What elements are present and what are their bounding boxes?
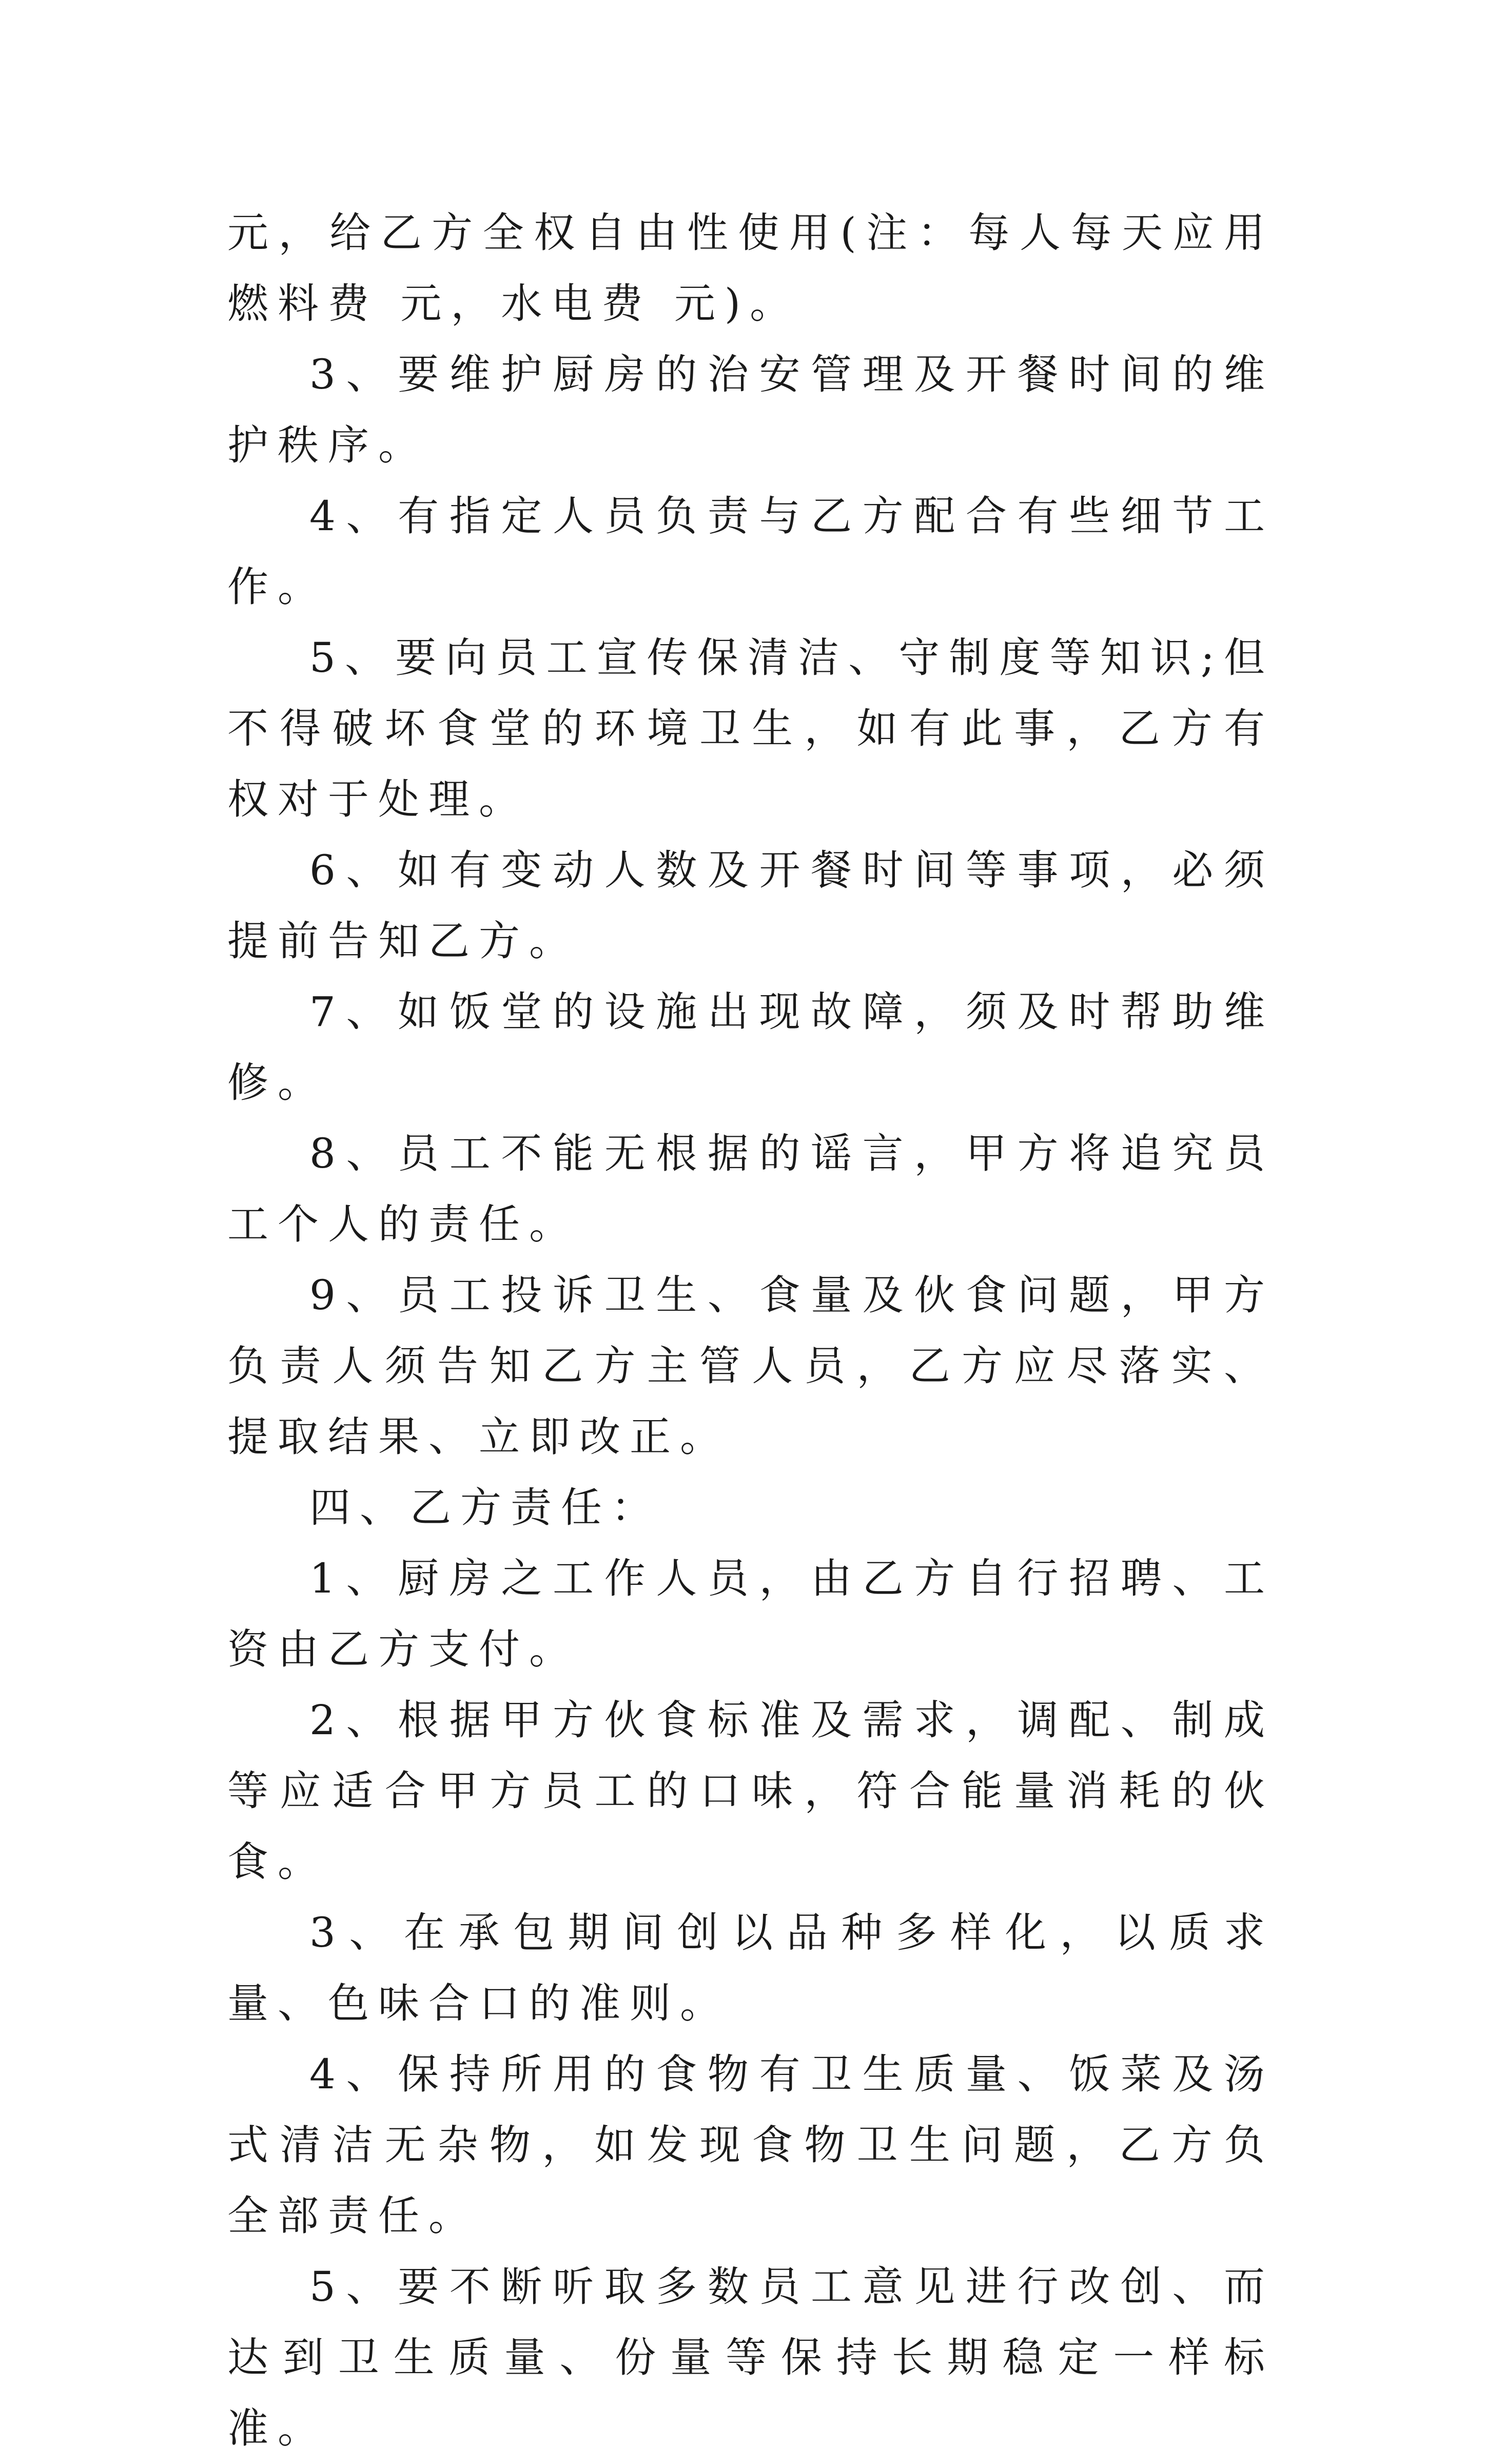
paragraph-11: 3、在承包期间创以品种多样化，以质求量、色味合口的准则。 <box>227 1909 1274 2027</box>
paragraph-3: 4、有指定人员负责与乙方配合有些细节工作。 <box>227 492 1274 611</box>
paragraph-2: 3、要维护厨房的治安管理及开餐时间的维护秩序。 <box>227 351 1274 469</box>
paragraph-7: 8、员工不能无根据的谣言，甲方将追究员工个人的责任。 <box>227 1130 1274 1248</box>
paragraph-5: 6、如有变动人数及开餐时间等事项，必须提前告知乙方。 <box>227 846 1274 965</box>
paragraph-1: 元，给乙方全权自由性使用(注：每人每天应用燃料费 元，水电费 元)。 <box>227 209 1274 327</box>
paragraph-8: 9、员工投诉卫生、食量及伙食问题，甲方负责人须告知乙方主管人员，乙方应尽落实、提取结果、立即改正。 <box>227 1271 1274 1461</box>
document-body <box>227 198 1274 2464</box>
paragraph-9: 1、厨房之工作人员，由乙方自行招聘、工资由乙方支付。 <box>227 1555 1274 1673</box>
paragraph-6: 7、如饭堂的设施出现故障，须及时帮助维修。 <box>227 988 1274 1107</box>
section-heading: 四、乙方责任： <box>309 1484 661 1531</box>
paragraph-13: 5、要不断听取多数员工意见进行改创、而达到卫生质量、份量等保持长期稳定一样标准。 <box>227 2263 1274 2452</box>
paragraph-12: 4、保持所用的食物有卫生质量、饭菜及汤式清洁无杂物，如发现食物卫生问题，乙方负全部责任。 <box>227 2050 1274 2240</box>
paragraph-10: 2、根据甲方伙食标准及需求，调配、制成等应适合甲方员工的口味，符合能量消耗的伙食。 <box>227 1696 1274 1886</box>
paragraph-4: 5、要向员工宣传保清洁、守制度等知识;但不得破坏食堂的环境卫生，如有此事，乙方有权对于处理。 <box>227 634 1274 823</box>
